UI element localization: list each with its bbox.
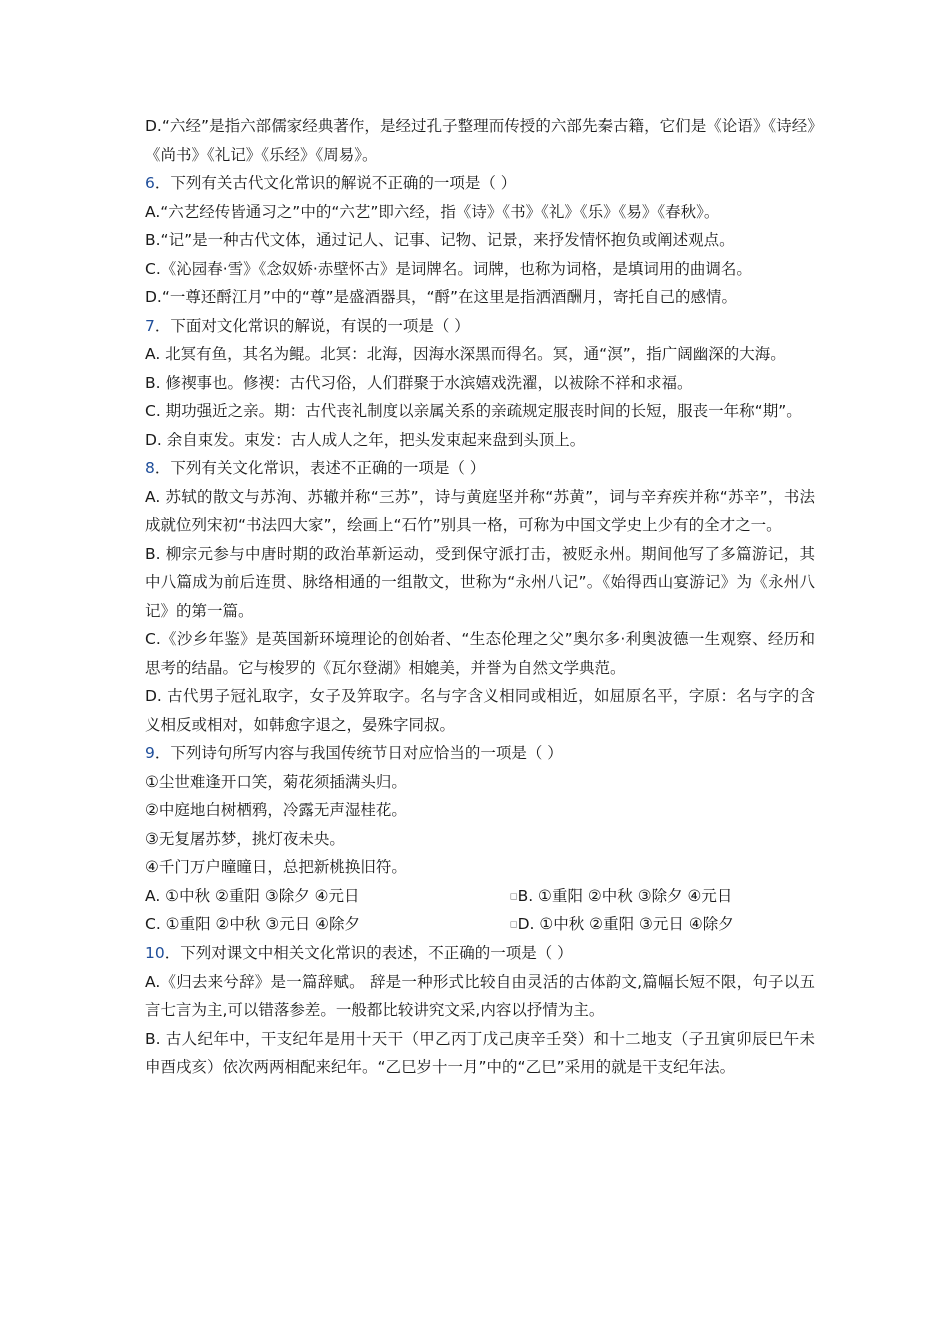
question-stem [145, 169, 815, 198]
paragraph: A.《归去来兮辞》是一篇辞赋。 辞是一种形式比较自由灵活的古体韵文,篇幅长短不限，句子以五言七言为主,可以错落参差。一般都比较讲究文采,内容以抒情为主。 [145, 972, 815, 1019]
paragraph: D. 余自束发。束发：古人成人之年，把头发束起来盘到头顶上。 [145, 430, 586, 449]
question-number: 10 [145, 944, 165, 962]
paragraph: C.《沁园春·雪》《念奴娇·赤壁怀古》是词牌名。词牌，也称为词格，是填词用的曲调名。 [145, 259, 752, 278]
paragraph: C. 期功强近之亲。期：古代丧礼制度以亲属关系的亲疏规定服丧时间的长短，服丧一年称“期”。 [145, 402, 802, 420]
question-stem [145, 312, 815, 341]
paragraph: ③无复屠苏梦，挑灯夜未央。 [145, 829, 345, 848]
question-text: ．下列对课文中相关文化常识的表述，不正确的一项是（ ） [164, 944, 573, 962]
body-text-tail [145, 939, 815, 1082]
document-page [145, 112, 815, 1082]
paragraph: ①尘世难逢开口笑，菊花须插满头归。 [145, 772, 407, 791]
paragraph: A. 苏轼的散文与苏洵、苏辙并称“三苏”，诗与黄庭坚并称“苏黄”，词与辛弃疾并称“苏辛”，书法成就位列宋初“书法四大家”，绘画上“石竹”别具一格，可称为中国文学史上少有的全才之一。 [145, 487, 815, 534]
question-text: ．下面对文化常识的解说，有误的一项是（ ） [154, 316, 470, 335]
paragraph: C.《沙乡年鉴》是英国新环境理论的创始者、“生态伦理之父”奥尔多·利奥波德一生观察、经历和思考的结晶。它与梭罗的《瓦尔登湖》相媲美，并誉为自然文学典范。 [145, 630, 815, 677]
paragraph: D.“六经”是指六部儒家经典著作，是经过孔子整理而传授的六部先秦古籍，它们是《论语》《诗经》《尚书》《礼记》《乐经》《周易》。 [145, 117, 815, 164]
q9-option-a: A. ①中秋 ②重阳 ③除夕 ④元日 [145, 886, 360, 905]
q9-option-c: C. ①重阳 ②中秋 ③元日 ④除夕 [145, 915, 361, 934]
question-text: ．下列诗句所写内容与我国传统节日对应恰当的一项是（ ） [154, 744, 563, 762]
question-stem [145, 454, 815, 483]
q9-option-b: B. ①重阳 ②中秋 ③除夕 ④元日 [517, 886, 733, 905]
paragraph: B. 修禊事也。修禊：古代习俗，人们群聚于水滨嬉戏洗濯，以袚除不祥和求福。 [145, 373, 693, 392]
paragraph: B.“记”是一种古代文体，通过记人、记事、记物、记景，来抒发情怀抱负或阐述观点。 [145, 231, 735, 249]
anchor-mark: □ [510, 919, 518, 929]
q9-options-row-1 [145, 882, 815, 911]
paragraph: A. 北冥有鱼，其名为鲲。北冥：北海，因海水深黑而得名。冥，通“溟”，指广阔幽深的大海。 [145, 345, 786, 363]
paragraph: D. 古代男子冠礼取字，女子及笄取字。名与字含义相同或相近，如屈原名平，字原：名与字的含义相反或相对，如韩愈字退之，晏殊字同叔。 [145, 687, 815, 734]
anchor-mark: □ [510, 890, 518, 900]
q9-option-d: D. ①中秋 ②重阳 ③元日 ④除夕 [517, 915, 734, 934]
q9-options-row-2 [145, 910, 815, 939]
question-text: ．下列有关文化常识，表述不正确的一项是（ ） [154, 459, 486, 477]
paragraph: D.“一尊还酹江月”中的“尊”是盛酒器具，“酹”在这里是指洒酒酬月，寄托自己的感情。 [145, 288, 738, 306]
paragraph: B. 古人纪年中，干支纪年是用十天干（甲乙丙丁戊己庚辛壬癸）和十二地支（子丑寅卯辰巳午未申酉戌亥）依次两两相配来纪年。“乙巳岁十一月”中的“乙巳”采用的就是干支纪年法。 [145, 1029, 815, 1076]
question-number: 8 [145, 459, 155, 477]
paragraph: A.“六艺经传皆通习之”中的“六艺”即六经，指《诗》《书》《礼》《乐》《易》《春秋》。 [145, 202, 720, 221]
paragraph: ②中庭地白树栖鸦，冷露无声湿桂花。 [145, 801, 407, 819]
q9-option-d-wrap [510, 910, 815, 939]
paragraph: ④千门万户曈曈日，总把新桃换旧符。 [145, 858, 407, 876]
paragraph: B. 柳宗元参与中唐时期的政治革新运动，受到保守派打击，被贬永州。期间他写了多篇游记，其中八篇成为前后连贯、脉络相通的一组散文，世称为“永州八记”。《始得西山宴游记》为《永州八记》的第一篇。 [145, 544, 815, 620]
question-number: 6 [145, 174, 155, 192]
q9-option-b-wrap [510, 882, 815, 911]
question-number: 7 [145, 316, 155, 335]
question-text: ．下列有关古代文化常识的解说不正确的一项是（ ） [154, 174, 517, 192]
question-number: 9 [145, 744, 155, 762]
question-stem [145, 939, 815, 968]
body-text [145, 112, 815, 882]
question-stem [145, 739, 815, 768]
